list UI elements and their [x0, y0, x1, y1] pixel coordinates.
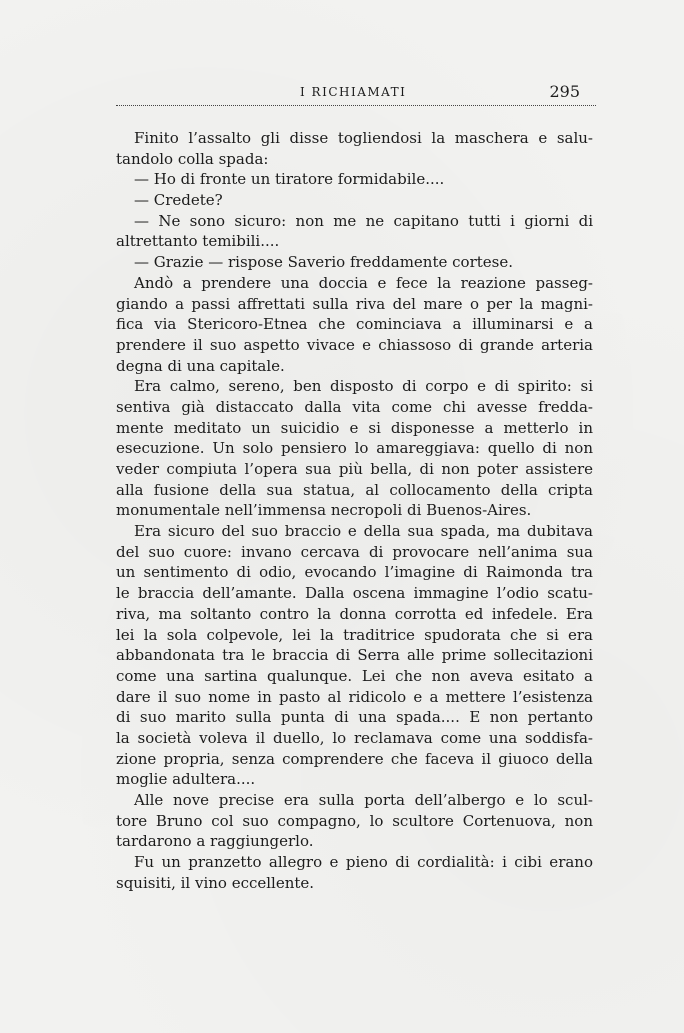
text-line: alla fusione della sua statua, al collocamento della cripta: [116, 480, 593, 499]
text-line: altrettanto temibili....: [116, 232, 280, 251]
text-line: degna di una capitale.: [116, 356, 285, 375]
text-line: Andò a prendere una doccia e fece la reazione passeg-: [134, 273, 593, 292]
text-line: veder compiuta l’opera sua più bella, di non poter assistere: [116, 460, 593, 478]
text-line: abbandonata tra le braccia di Serra alle prime sollecitazioni: [116, 646, 593, 665]
text-line: Alle nove precise era sulla porta dell’albergo e lo scul-: [134, 791, 593, 809]
text-line: squisiti, il vino eccellente.: [116, 873, 315, 892]
text-line: — Grazie — rispose Saverio freddamente cortese.: [134, 253, 513, 272]
text-line: zione propria, senza comprendere che faceva il giuoco della: [116, 749, 593, 768]
text-line: prendere il suo aspetto vivace e chiassoso di grande arteria: [116, 335, 593, 354]
header-rule: [116, 105, 596, 106]
text-line: Fu un pranzetto allegro e pieno di cordialità: i cibi erano: [134, 853, 593, 872]
text-line: tore Bruno col suo compagno, lo scultore Cortenuova, non: [116, 811, 593, 830]
page-number: 295: [549, 82, 580, 101]
text-line: tardarono a raggiungerlo.: [116, 832, 314, 851]
text-line: Finito l’assalto gli disse togliendosi la maschera e salu-: [134, 129, 593, 147]
text-line: — Credete?: [134, 191, 223, 210]
text-line: — Ne sono sicuro: non me ne capitano tutti i giorni di: [134, 211, 593, 230]
body-text: [116, 128, 593, 893]
text-line: — Ho di fronte un tiratore formidabile....: [134, 170, 445, 189]
page-header: [116, 82, 580, 102]
text-line: Era calmo, sereno, ben disposto di corpo e di spirito: si: [134, 377, 593, 396]
text-line: un sentimento di odio, evocando l’imagine di Raimonda tra: [116, 563, 593, 582]
text-line: giando a passi affrettati sulla riva del mare o per la magni-: [116, 294, 593, 313]
text-line: dare il suo nome in pasto al ridicolo e a mettere l’esistenza: [116, 687, 593, 706]
text-line: come una sartina qualunque. Lei che non aveva esitato a: [116, 666, 593, 685]
text-line: tandolo colla spada:: [116, 149, 269, 168]
text-line: lei la sola colpevole, lei la traditrice spudorata che si era: [116, 625, 593, 644]
text-line: mente meditato un suicidio e si disponesse a metterlo in: [116, 418, 593, 437]
text-line: monumentale nell’immensa necropoli di Buenos-Aires.: [116, 501, 532, 520]
text-line: fica via Stericoro-Etnea che cominciava a illuminarsi e a: [116, 315, 593, 334]
text-line: sentiva già distaccato dalla vita come chi avesse fredda-: [116, 397, 593, 416]
text-line: esecuzione. Un solo pensiero lo amareggiava: quello di non: [116, 439, 593, 458]
text-line: del suo cuore: invano cercava di provocare nell’anima sua: [116, 542, 593, 561]
text-line: la società voleva il duello, lo reclamava come una soddisfa-: [116, 728, 593, 747]
text-line: Era sicuro del suo braccio e della sua spada, ma dubitava: [134, 522, 593, 541]
text-line: moglie adultera....: [116, 770, 256, 789]
text-line: di suo marito sulla punta di una spada.... E non pertanto: [116, 708, 593, 727]
running-title: I RICHIAMATI: [300, 85, 407, 99]
text-line: le braccia dell’amante. Dalla oscena immagine l’odio scatu-: [116, 584, 593, 603]
text-line: riva, ma soltanto contro la donna corrotta ed infedele. Era: [116, 604, 593, 623]
